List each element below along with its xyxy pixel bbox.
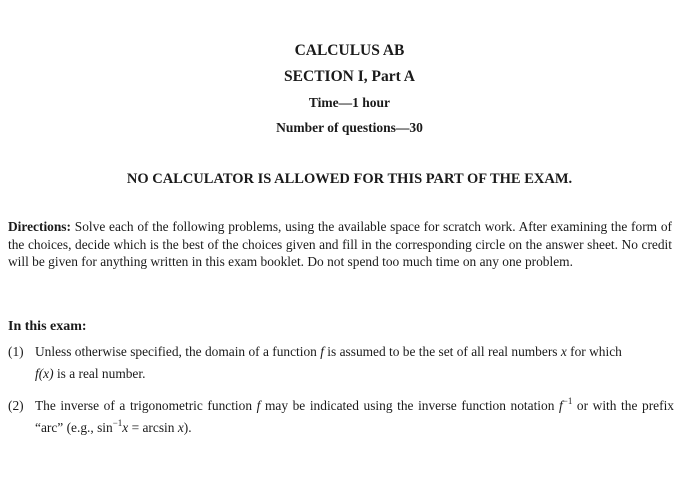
exam-note-text: The inverse of a trigonometric function f may be indicated using the inverse function notation $f^{-1}$ or with the prefix “arc” (e.g., $\sin^{-1}x = \arcsin x$). — [35, 396, 674, 435]
directions-paragraph — [8, 218, 672, 271]
exam-notes-heading: In this exam: — [8, 319, 87, 334]
directions-label: Directions: — [8, 219, 71, 234]
exam-title: CALCULUS AB — [294, 42, 405, 59]
time-limit: Time—1 hour — [308, 95, 391, 110]
exam-note-text: Unless otherwise specified, the domain of a function f is assumed to be the set of all real numbers x for which f(x) is a real number. — [35, 344, 622, 381]
directions-text: Solve each of the following problems, using the available space for scratch work. After examining the form of the choices, decide which is the best of the choices given and fill in the corresponding circle on the answer sheet. No credit will be given for anything written in this exam booklet. Do not spend too much time on any one problem. — [8, 219, 673, 269]
exam-note-item — [8, 395, 674, 439]
exam-note-number: (2) — [8, 398, 24, 413]
question-count: Number of questions—30 — [276, 120, 423, 135]
exam-note-item — [8, 341, 674, 385]
exam-note-number: (1) — [8, 344, 24, 359]
no-calculator-notice: NO CALCULATOR IS ALLOWED FOR THIS PART OF THE EXAM. — [126, 171, 573, 187]
section-title: SECTION I, Part A — [284, 68, 415, 85]
